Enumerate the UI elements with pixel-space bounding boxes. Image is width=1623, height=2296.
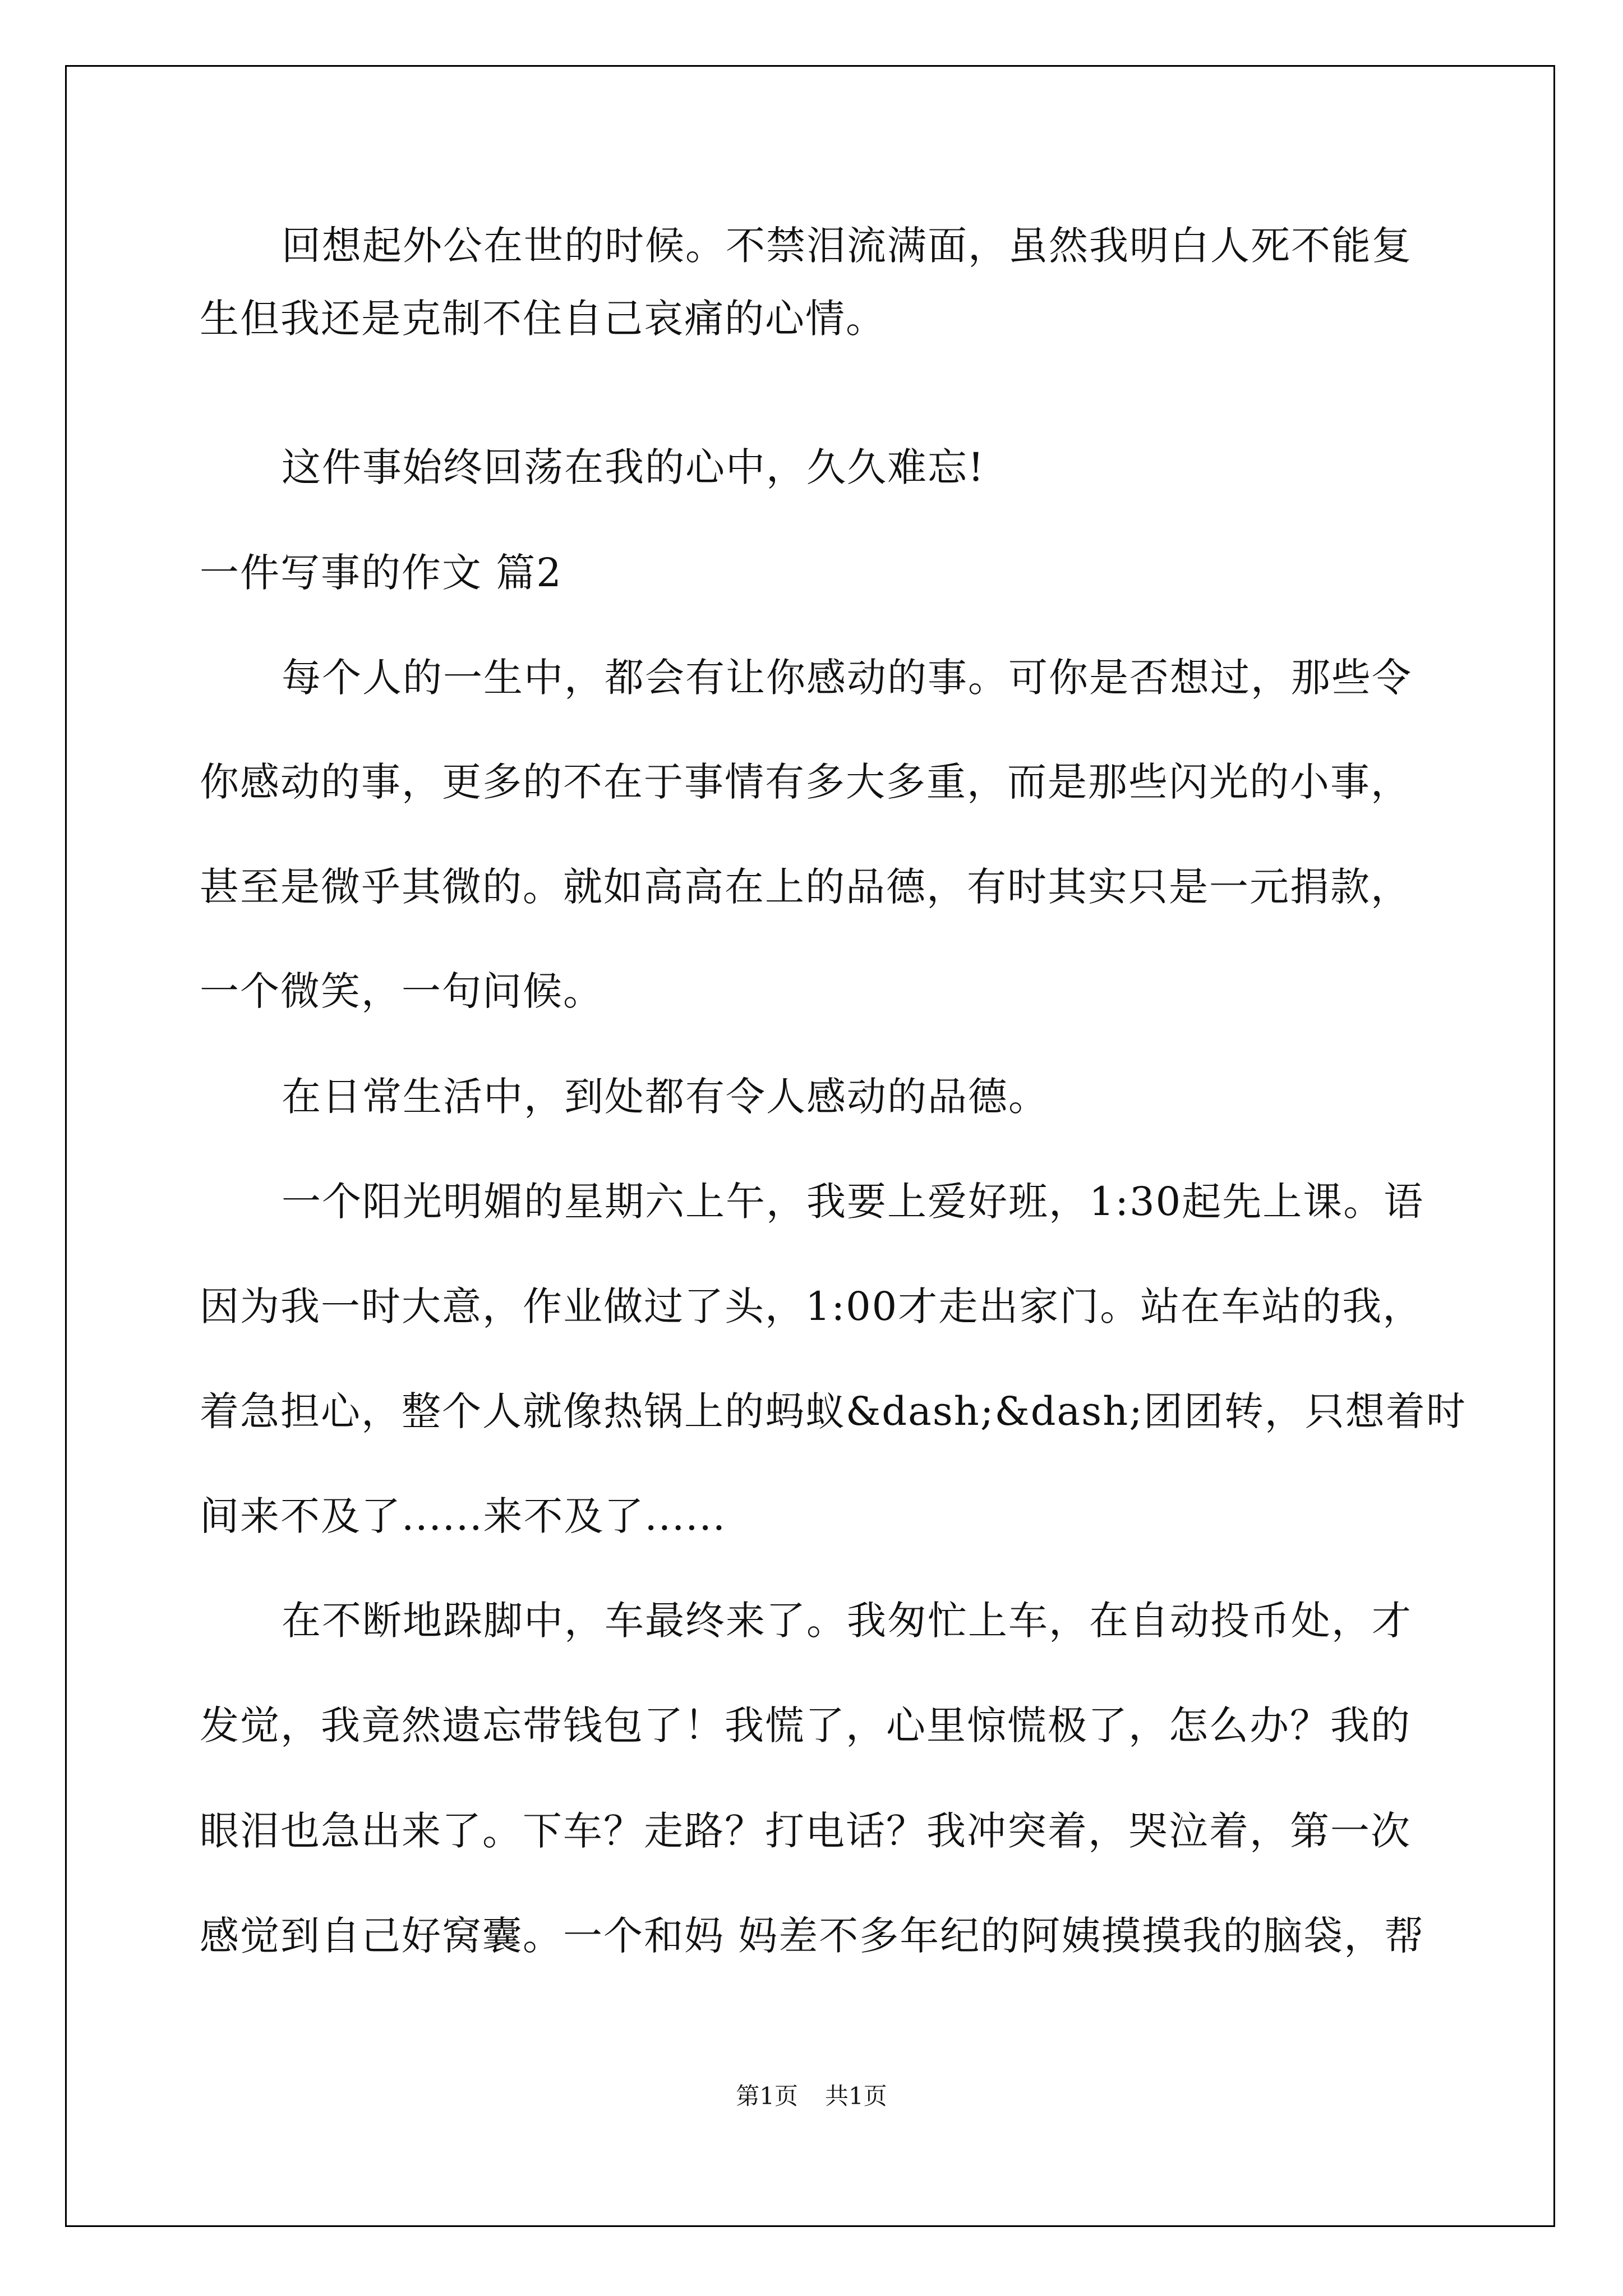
page-border [65,65,1555,2227]
paragraph-line: 感觉到自己好窝囊。一个和妈 妈差不多年纪的阿姨摸摸我的脑袋，帮 [200,1913,1425,1959]
paragraph-line: 着急担心，整个人就像热锅上的蚂蚁&dash;&dash;团团转，只想着时 [200,1388,1467,1434]
page-number: 第1页 [736,2082,798,2110]
paragraph-line: 在不断地跺脚中，车最终来了。我匆忙上车，在自动投币处，才 [282,1598,1412,1644]
paragraph-line: 这件事始终回荡在我的心中，久久难忘! [282,444,985,490]
paragraph-line: 回想起外公在世的时候。不禁泪流满面，虽然我明白人死不能复 [282,223,1412,269]
paragraph-line: 一个微笑，一句问候。 [200,968,603,1014]
paragraph-line: 因为我一时大意，作业做过了头，1:00才走出家门。站在车站的我， [200,1283,1423,1329]
section-heading: 一件写事的作文 篇2 [200,550,562,596]
page-total: 共1页 [825,2082,887,2110]
paragraph-line: 你感动的事，更多的不在于事情有多大多重，而是那些闪光的小事， [200,759,1411,805]
paragraph-line: 一个阳光明媚的星期六上午，我要上爱好班，1:30起先上课。语 [282,1179,1424,1225]
paragraph-line: 间来不及了......来不及了...... [200,1493,727,1539]
paragraph-line: 甚至是微乎其微的。就如高高在上的品德，有时其实只是一元捐款， [200,864,1411,910]
paragraph-line: 在日常生活中，到处都有令人感动的品德。 [282,1074,1049,1120]
paragraph-line: 眼泪也急出来了。下车？走路？打电话？我冲突着，哭泣着，第一次 [200,1808,1411,1854]
paragraph-line: 每个人的一生中，都会有让你感动的事。可你是否想过，那些令 [282,655,1412,701]
paragraph-line: 生但我还是克制不住自己哀痛的心情。 [200,296,886,342]
page-footer [0,2081,1623,2112]
paragraph-line: 发觉，我竟然遗忘带钱包了！我慌了，心里惊慌极了，怎么办？我的 [200,1703,1411,1749]
